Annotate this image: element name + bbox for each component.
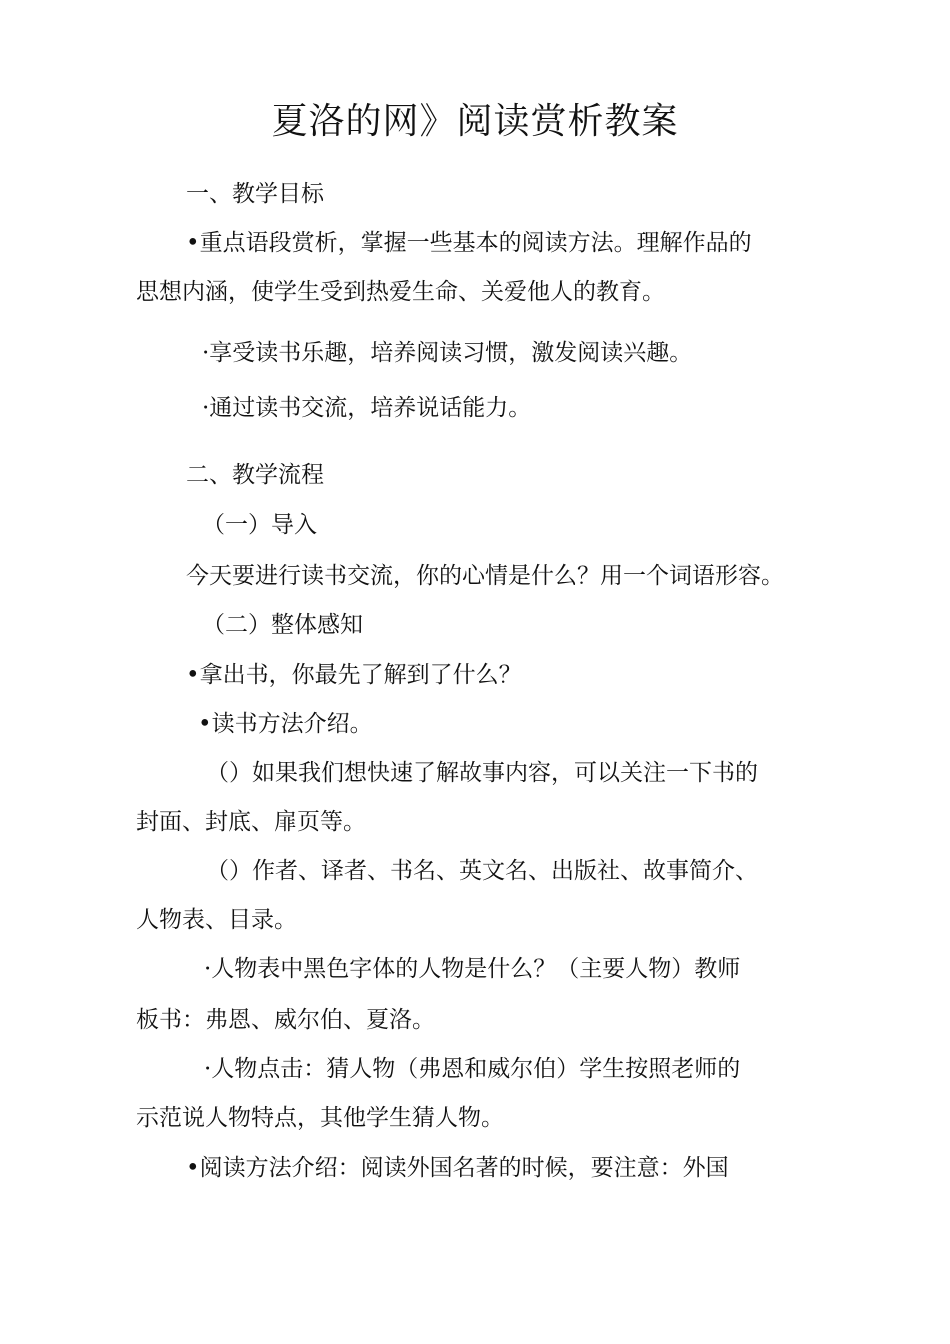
paragraph-line: ·人物点击：猜人物（弗恩和威尔伯）学生按照老师的 xyxy=(204,1056,741,1082)
paragraph-line: 封面、封底、扉页等。 xyxy=(136,809,366,835)
paragraph-line: 板书：弗恩、威尔伯、夏洛。 xyxy=(136,1007,435,1033)
document-title: 夏洛的网》阅读赏析教案 xyxy=(271,101,679,142)
paragraph-line: （）作者、译者、书名、英文名、出版社、故事简介、 xyxy=(206,858,758,884)
paragraph-line: ·享受读书乐趣，培养阅读习惯，激发阅读兴趣。 xyxy=(202,340,693,366)
paragraph-line: 今天要进行读书交流，你的心情是什么？用一个词语形容。 xyxy=(186,563,784,589)
paragraph-line: 人物表、目录。 xyxy=(136,907,297,933)
paragraph-line: （）如果我们想快速了解故事内容，可以关注一下书的 xyxy=(206,760,758,786)
subsection-heading-overview: （二）整体感知 xyxy=(202,612,363,638)
paragraph-line: 示范说人物特点，其他学生猜人物。 xyxy=(136,1105,504,1131)
section-heading-objectives: 一、教学目标 xyxy=(186,181,324,207)
paragraph-line: ·人物表中黑色字体的人物是什么？（主要人物）教师 xyxy=(204,956,741,982)
paragraph-line: •拿出书，你最先了解到了什么？ xyxy=(186,662,522,688)
paragraph-line: ·通过读书交流，培养说话能力。 xyxy=(202,395,532,421)
subsection-heading-intro: （一）导入 xyxy=(202,512,317,538)
paragraph-line: •重点语段赏析，掌握一些基本的阅读方法。理解作品的 xyxy=(186,230,752,256)
paragraph-line: 思想内涵，使学生受到热爱生命、关爱他人的教育。 xyxy=(136,279,665,305)
paragraph-line: •阅读方法介绍：阅读外国名著的时候，要注意：外国 xyxy=(186,1155,729,1181)
paragraph-line: •读书方法介绍。 xyxy=(198,711,373,737)
section-heading-process: 二、教学流程 xyxy=(186,462,324,488)
